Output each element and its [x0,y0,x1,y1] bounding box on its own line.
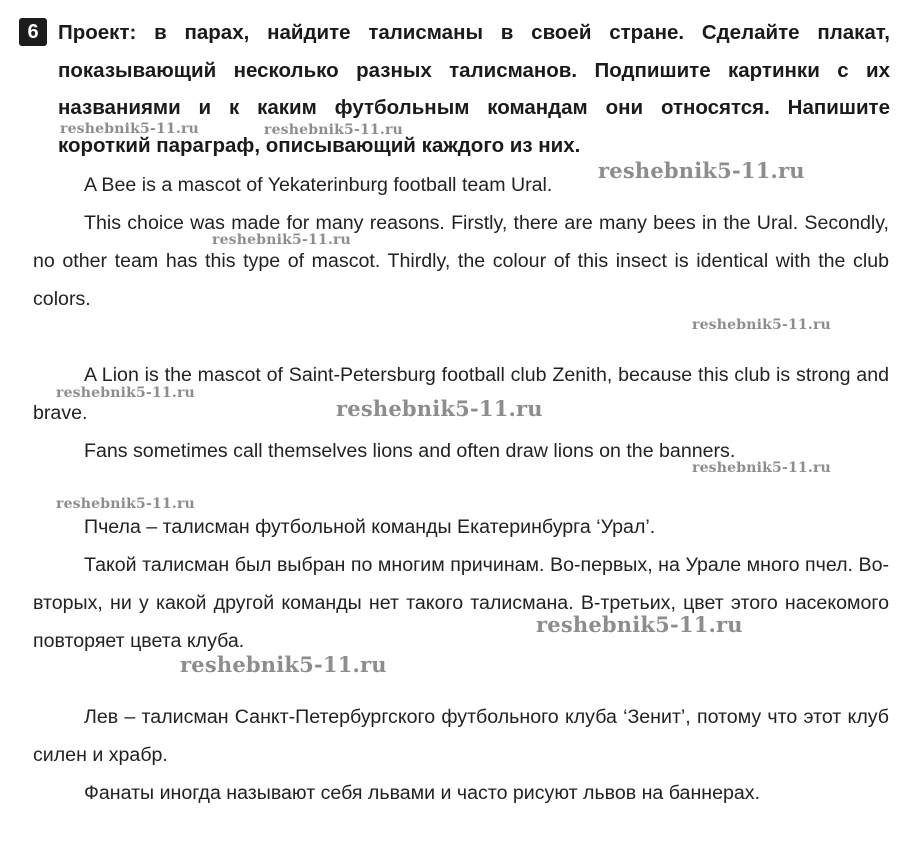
task-text: Проект: в парах, найдите талисманы в своей стране. Сделайте плакат, показывающий несколько разных талисманов. Подпишите картинки с их названиями и к каким футбольным командам они относятся. Напишите [58,21,890,119]
paragraph-bee-reasons-ru: Такой талисман был выбран по многим причинам. Во-первых, на Урале много пчел. Во-вторых, ни у какой другой команды нет такого талисмана. В-третьих, цвет этого насекомого повторяет цвета клуба. [33,554,889,652]
task-instructions [58,14,890,164]
paragraph-bee-en: A Bee is a mascot of Yekaterinburg football team Ural. [84,174,553,196]
watermark: reshebnik5-11.ru [536,612,743,637]
watermark: reshebnik5-11.ru [60,121,199,137]
paragraph-bee-reasons-en: This choice was made for many reasons. Firstly, there are many bees in the Ural. Secondly, no other team has this type of mascot. Thirdly, the colour of this insect is identical with the club colors. [33,212,889,310]
paragraph-fans-en: Fans sometimes call themselves lions and often draw lions on the banners. [84,440,736,462]
paragraph-lion-en: A Lion is the mascot of Saint-Petersburg football club Zenith, because this club is strong and brave. [33,364,889,424]
exercise-number-badge: 6 [19,18,47,46]
watermark: reshebnik5-11.ru [264,122,403,138]
paragraph-bee-ru: Пчела – талисман футбольной команды Екатеринбурга ‘Урал’. [84,516,656,538]
watermark: reshebnik5-11.ru [692,317,831,333]
paragraph-lion-ru: Лев – талисман Санкт-Петербургского футбольного клуба ‘Зенит’, потому что этот клуб силен и храбр. [33,706,889,766]
paragraph-fans-ru: Фанаты иногда называют себя львами и часто рисуют львов на баннерах. [84,782,761,804]
watermark: reshebnik5-11.ru [212,232,351,248]
watermark: reshebnik5-11.ru [598,158,805,183]
task-text-last-line: короткий параграф, описывающий каждого из них. [58,133,581,157]
watermark: reshebnik5-11.ru [692,460,831,476]
watermark: reshebnik5-11.ru [56,385,195,401]
watermark: reshebnik5-11.ru [180,652,387,677]
watermark: reshebnik5-11.ru [336,396,543,421]
watermark: reshebnik5-11.ru [56,496,195,512]
